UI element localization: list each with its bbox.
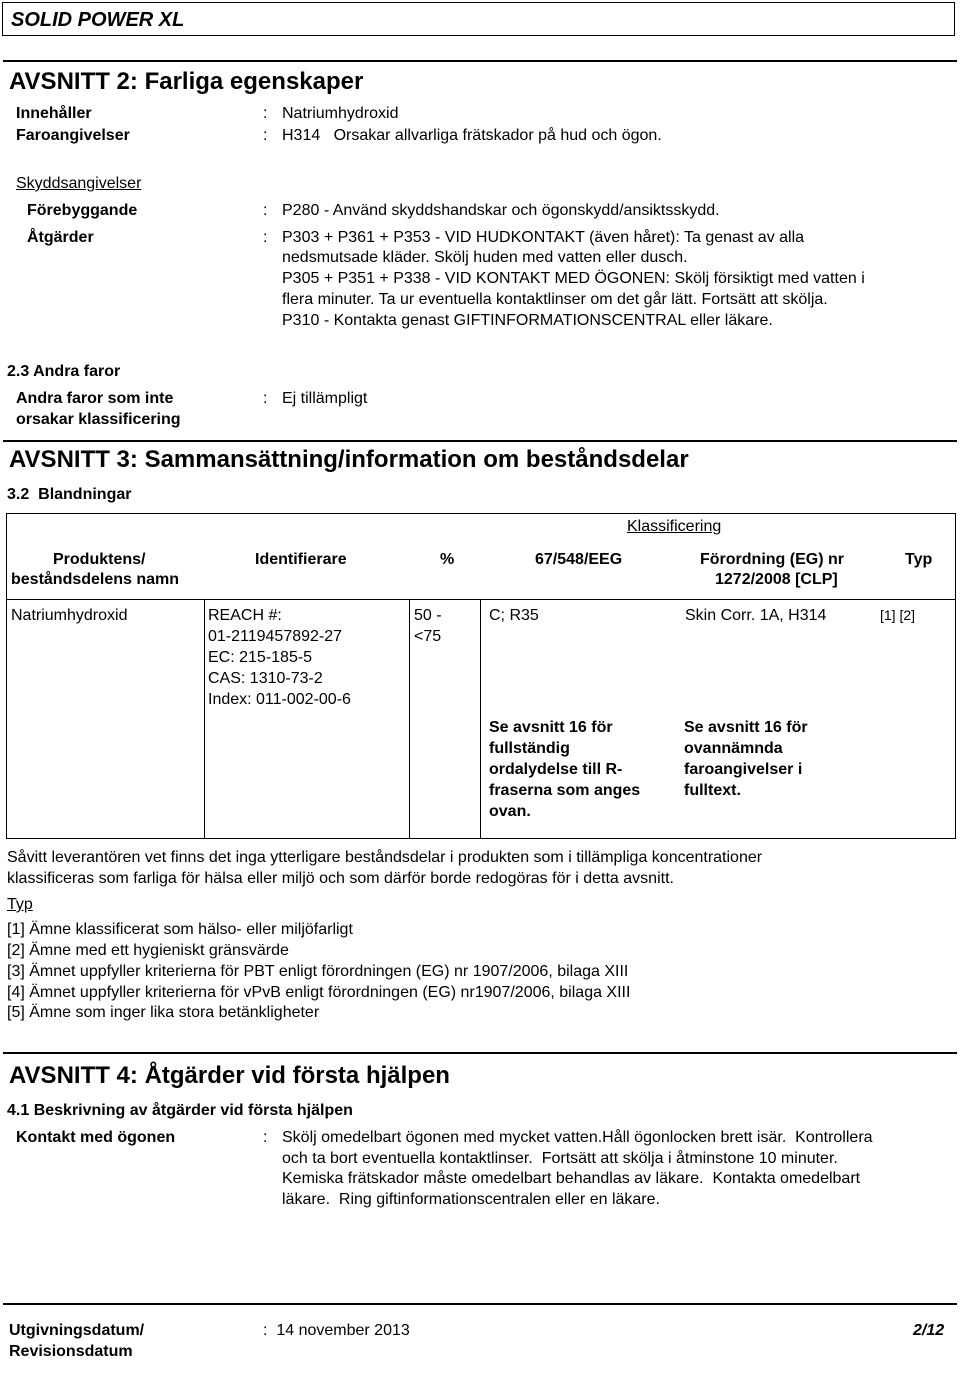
type-item: [2] Ämne med ett hygieniskt gränsvärde [7, 942, 289, 959]
type-heading: Typ [7, 896, 33, 913]
section-4-header [3, 1052, 957, 1092]
measures-line: flera minuter. Ta ur eventuella kontaktlinser om det går lätt. Fortsätt att skölja. [282, 291, 828, 308]
table-col-divider [480, 599, 481, 838]
footer-divider [3, 1303, 957, 1305]
note-clp-line: Se avsnitt 16 för [684, 719, 808, 736]
hazard-value: H314 Orsakar allvarliga frätskador på hud och ögon. [282, 127, 662, 144]
substance-eeg: C; R35 [489, 607, 539, 624]
table-header-divider [6, 599, 956, 600]
table-top-border [6, 513, 956, 514]
note-eeg-line: ovan. [489, 803, 531, 820]
col-header-identifier: Identifierare [255, 551, 347, 568]
product-name: SOLID POWER XL [11, 9, 185, 31]
statement-line: klassificeras som farliga för hälsa eller miljö och som därför borde redogöras för i detta avsnitt. [7, 870, 674, 887]
measures-line: P305 + P351 + P338 - VID KONTAKT MED ÖGONEN: Skölj försiktigt med vatten i [282, 270, 865, 287]
substance-clp: Skin Corr. 1A, H314 [685, 607, 827, 624]
note-eeg [489, 717, 640, 822]
colon: : [263, 229, 268, 246]
page-number: 2/12 [913, 1322, 945, 1339]
col-header-name: Produktens/ [53, 551, 146, 568]
colon: : [263, 105, 268, 122]
table-right-border [955, 513, 956, 839]
note-clp [684, 717, 808, 801]
eye-contact-label: Kontakt med ögonen [16, 1129, 176, 1146]
footer-date-label: Revisionsdatum [9, 1343, 133, 1360]
identifier-line: REACH #: [208, 607, 282, 624]
type-item: [3] Ämnet uppfyller kriterierna för PBT enligt förordningen (EG) nr 1907/2006, bilaga XIII [7, 963, 629, 980]
hazard-label: Faroangivelser [16, 127, 130, 144]
substance-type: [1] [2] [880, 607, 916, 623]
col-header-eeg: 67/548/EEG [535, 551, 623, 568]
colon: : [263, 127, 268, 144]
other-hazards-label-1: Andra faror som inte [16, 390, 174, 407]
substance-identifiers [208, 605, 351, 710]
section-2-title: AVSNITT 2: Farliga egenskaper [9, 68, 364, 95]
col-header-type: Typ [905, 551, 933, 568]
note-eeg-line: fraserna som anges [489, 782, 641, 799]
identifier-line: EC: 215-185-5 [208, 649, 313, 666]
identifier-line: Index: 011-002-00-6 [208, 691, 351, 708]
type-item: [4] Ämnet uppfyller kriterierna för vPvB enligt förordningen (EG) nr1907/2006, bilaga XIII [7, 984, 631, 1001]
table-col-divider [409, 599, 410, 838]
percent-line: 50 - [414, 607, 442, 624]
footer-date-label: Utgivningsdatum/ [9, 1322, 145, 1339]
note-clp-line: ovannämnda [684, 740, 783, 757]
eye-contact-line: Skölj omedelbart ögonen med mycket vatten.Håll ögonlocken brett isär. Kontrollera [282, 1129, 873, 1146]
eye-contact-line: Kemiska frätskador måste omedelbart behandlas av läkare. Kontakta omedelbart [282, 1170, 861, 1187]
note-clp-line: faroangivelser i [684, 761, 803, 778]
other-hazards-value: Ej tillämpligt [282, 390, 368, 407]
contains-value: Natriumhydroxid [282, 105, 399, 122]
section-3-header [3, 440, 957, 476]
measures-line: P310 - Kontakta genast GIFTINFORMATIONSCENTRAL eller läkare. [282, 312, 773, 329]
prevention-value: P280 - Använd skyddshandskar och ögonskydd/ansiktsskydd. [282, 202, 720, 219]
colon: : [263, 202, 268, 219]
identifier-line: CAS: 1310-73-2 [208, 670, 323, 687]
footer-date: : 14 november 2013 [263, 1322, 410, 1339]
substance-name: Natriumhydroxid [11, 607, 128, 624]
col-header-name: beståndsdelens namn [11, 571, 180, 588]
product-header-bar [2, 2, 955, 36]
contains-label: Innehåller [16, 105, 92, 122]
colon: : [263, 1129, 268, 1146]
eye-contact-line: och ta bort eventuella kontaktlinser. Fortsätt att skölja i åtminstone 10 minuter. [282, 1150, 838, 1167]
first-aid-subheading: 4.1 Beskrivning av åtgärder vid första hjälpen [7, 1102, 353, 1119]
measures-line: P303 + P361 + P353 - VID HUDKONTAKT (även håret): Ta genast av alla [282, 229, 805, 246]
type-item: [5] Ämne som inger lika stora betänkligheter [7, 1004, 320, 1021]
statement-line: Såvitt leverantören vet finns det inga ytterligare beståndsdelar i produkten som i tillämpliga koncentrationer [7, 849, 763, 866]
substance-percent [414, 605, 442, 647]
precaution-heading: Skyddsangivelser [16, 175, 142, 192]
section-3-title: AVSNITT 3: Sammansättning/information om beståndsdelar [9, 446, 689, 473]
other-hazards-label-2: orsakar klassificering [16, 411, 181, 428]
note-eeg-line: Se avsnitt 16 för [489, 719, 613, 736]
measures-label: Åtgärder [27, 229, 94, 246]
other-hazards-heading: 2.3 Andra faror [7, 363, 121, 380]
mixtures-subheading: 3.2 Blandningar [7, 486, 132, 503]
col-header-clp: 1272/2008 [CLP] [715, 571, 838, 588]
table-col-divider [204, 599, 205, 838]
colon: : [263, 390, 268, 407]
section-2-header [3, 60, 957, 100]
note-eeg-line: fullständig [489, 740, 570, 757]
note-eeg-line: ordalydelse till R- [489, 761, 623, 778]
percent-line: <75 [414, 628, 442, 645]
table-left-border [6, 513, 7, 839]
col-header-percent: % [440, 551, 455, 568]
classification-header: Klassificering [627, 518, 722, 535]
identifier-line: 01-2119457892-27 [208, 628, 343, 645]
col-header-clp: Förordning (EG) nr [700, 551, 844, 568]
eye-contact-line: läkare. Ring giftinformationscentralen eller en läkare. [282, 1191, 660, 1208]
note-clp-line: fulltext. [684, 782, 741, 799]
measures-line: nedsmutsade kläder. Skölj huden med vatten eller dusch. [282, 249, 688, 266]
type-item: [1] Ämne klassificerat som hälso- eller miljöfarligt [7, 921, 353, 938]
prevention-label: Förebyggande [27, 202, 138, 219]
table-bottom-border [6, 838, 956, 839]
section-4-title: AVSNITT 4: Åtgärder vid första hjälpen [9, 1062, 450, 1089]
